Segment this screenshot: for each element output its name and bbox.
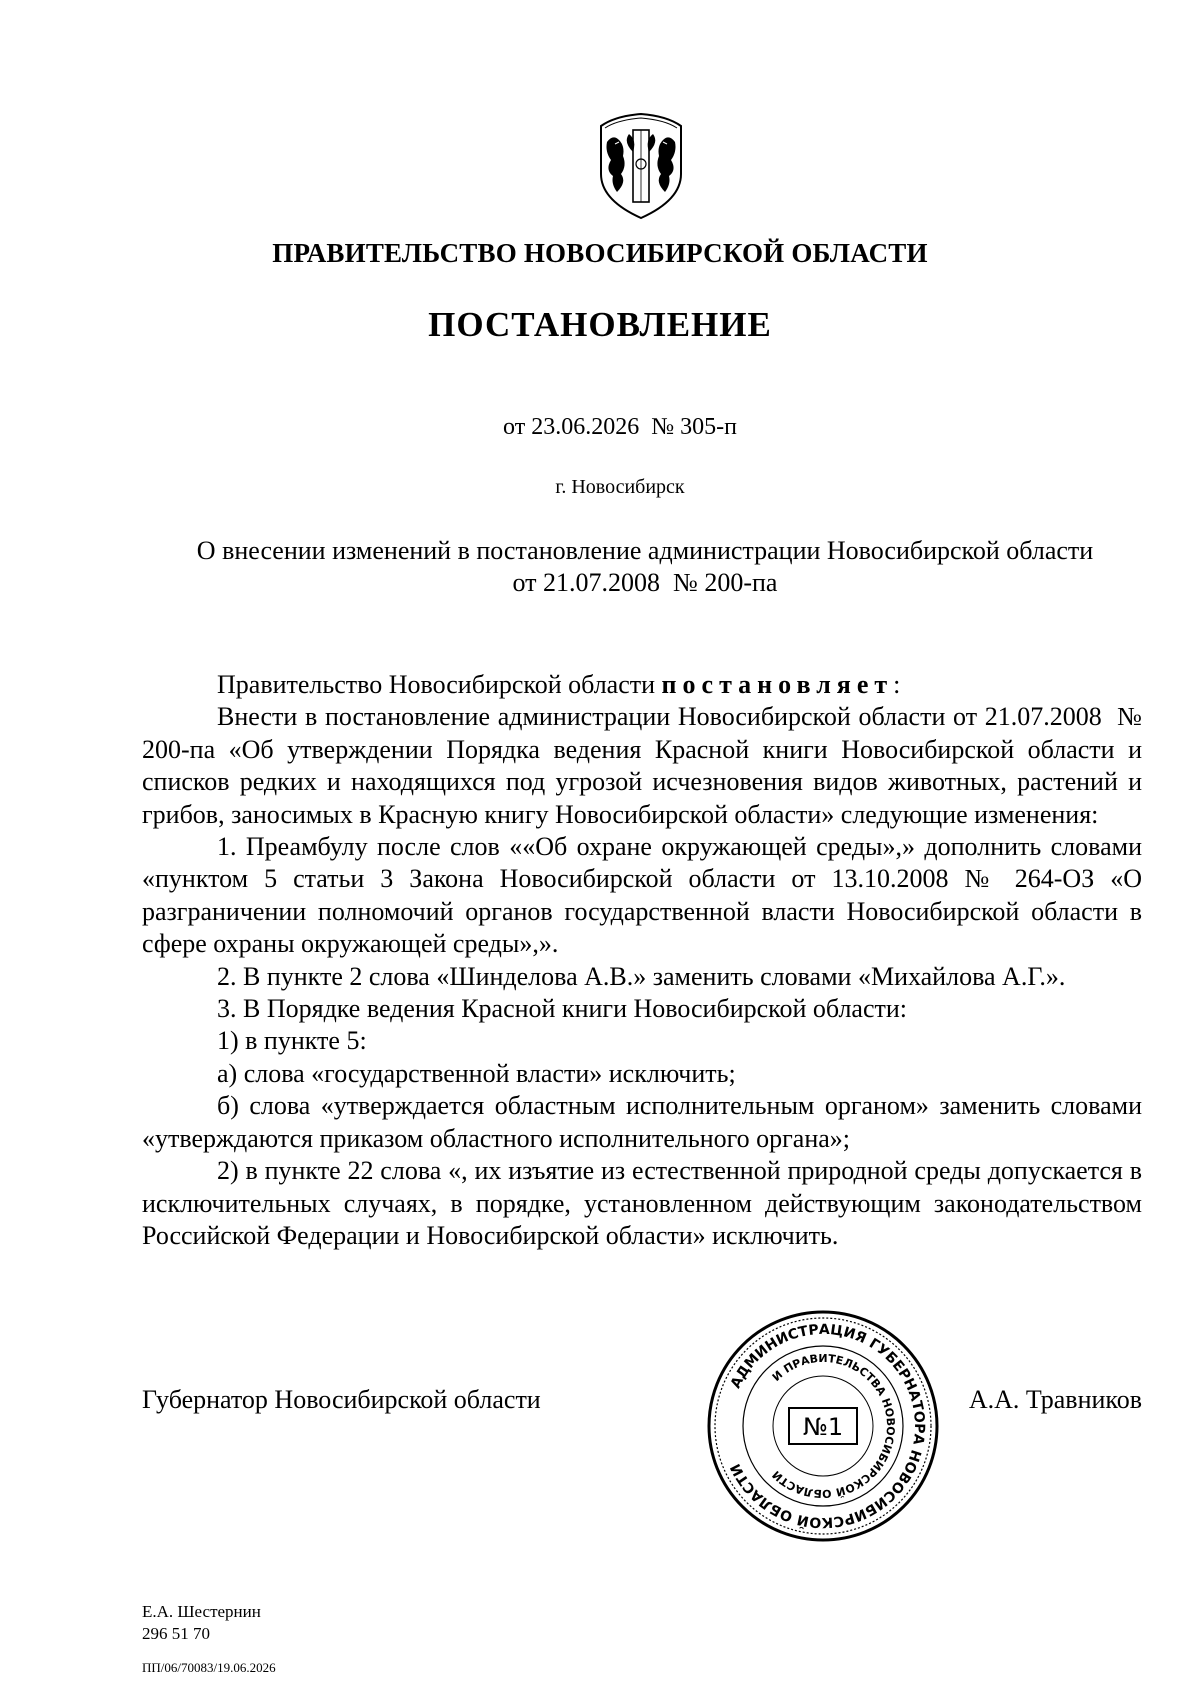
body-paragraph: а) слова «государственной власти» исключить; xyxy=(217,1058,736,1088)
body-paragraph: 3. В Порядке ведения Красной книги Новосибирской области: xyxy=(217,994,908,1024)
signatory-name: А.А. Травников xyxy=(968,1385,1142,1414)
signatory-title: Губернатор Новосибирской области xyxy=(142,1385,541,1414)
seal-inner-text: И ПРАВИТЕЛЬСТВА НОВОСИБИРСКОЙ ОБЛАСТИ xyxy=(769,1351,898,1501)
seal-number: №1 xyxy=(802,1413,844,1441)
document-date-number: от 23.06.2026 № 305-п xyxy=(503,414,737,440)
official-seal-stamp xyxy=(705,1308,941,1544)
body-paragraph: 2. В пункте 2 слова «Шинделова А.В.» заменить словами «Михайлова А.Г.». xyxy=(217,961,1066,991)
executor-info xyxy=(142,1601,261,1645)
document-body xyxy=(142,669,1149,1252)
subject-line-2: от 21.07.2008 № 200-па xyxy=(512,568,778,597)
body-paragraph: 1) в пункте 5: xyxy=(217,1026,367,1056)
body-paragraph: 1. Преамбулу после слов ««Об охране окружающей среды»,» дополнить словами «пунктом 5 статьи 3 Закона Новосибирской области от 13.10.2008 № 264-ОЗ «О разграничении полномочий органов государственной власти Новосибирской области в сфере охраны окружающей среды»,». xyxy=(142,832,1142,959)
body-paragraph: б) слова «утверждается областным исполнительным органом» заменить словами «утверждаются приказом областного исполнительного органа»; xyxy=(142,1091,1142,1153)
executor-phone: 296 51 70 xyxy=(142,1624,210,1643)
intro-suffix: : xyxy=(893,670,901,699)
seal-outer-text: АДМИНИСТРАЦИЯ ГУБЕРНАТОРА НОВОСИБИРСКОЙ ОБЛАСТИ xyxy=(727,1321,928,1531)
intro-verb: постановляет xyxy=(661,670,894,699)
document-type-title: ПОСТАНОВЛЕНИЕ xyxy=(428,305,772,344)
coat-of-arms-emblem xyxy=(593,112,689,220)
intro-prefix: Правительство Новосибирской области xyxy=(217,670,662,699)
organization-name: ПРАВИТЕЛЬСТВО НОВОСИБИРСКОЙ ОБЛАСТИ xyxy=(272,238,928,268)
body-paragraph: 2) в пункте 22 слова «, их изъятие из естественной природной среды допускается в исключительных случаях, в порядке, установленном действующим законодательством Российской Федерации и Новосибирской области» исключить. xyxy=(142,1156,1142,1250)
resolution-intro xyxy=(142,669,1142,701)
document-city: г. Новосибирск xyxy=(555,476,685,498)
body-paragraph: Внести в постановление администрации Новосибирской области от 21.07.2008 № 200-па «Об утверждении Порядка ведения Красной книги Новосибирской области и списков редких и находящихся под угрозой исчезновения видов животных, растений и грибов, заносимых в Красную книгу Новосибирской области» следующие изменения: xyxy=(142,702,1149,829)
document-subject xyxy=(150,535,1140,599)
executor-name: Е.А. Шестернин xyxy=(142,1602,261,1621)
document-registration-id: ПП/06/70083/19.06.2026 xyxy=(142,1660,276,1675)
subject-line-1: О внесении изменений в постановление администрации Новосибирской области xyxy=(196,536,1094,565)
